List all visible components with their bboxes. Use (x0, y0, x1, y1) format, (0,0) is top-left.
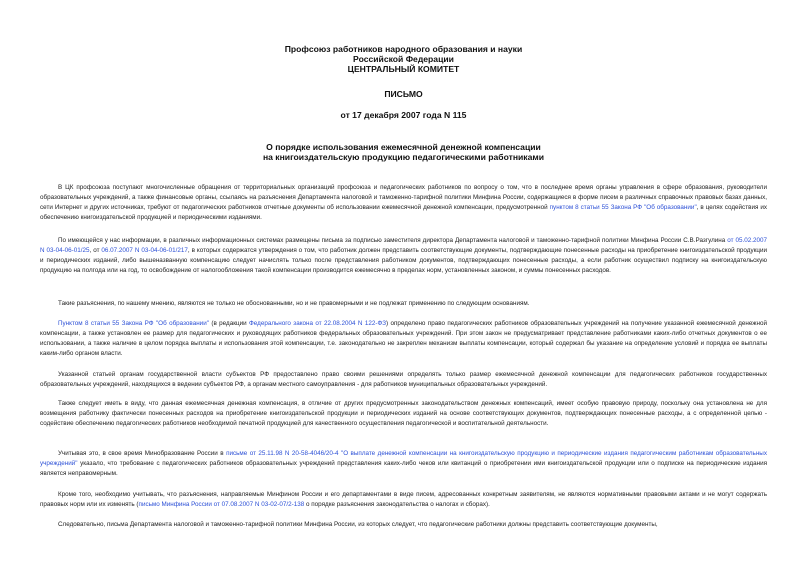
text-run: Указанной статьей органам государственной власти субъектов РФ предоставлено право своими решениями определять только размер ежемесячной денежной компенсации для педагогических работников государственных образовательных учреждений, находящихся в ведении субъектов РФ, а органам местного самоуправления - для работников муниципальных образовательных учреждений. (40, 371, 767, 388)
org-name-line2: Российской Федерации (353, 54, 454, 64)
text-run: ) определено право педагогических работников образовательных учреждений на получение указанной ежемесячной денежной компенсации, а также установлен ее размер для педагогических и руководящих работников федеральных образовательных учреждений. При этом закон не предусматривает представление работниками каких-либо отчетных документов о ее использовании, а также наличие в целом порядка выплаты и использования этой компенсации, т.е. законодательно не закреплен механизм выплаты компенсации, который содержал бы указание на определение условий и порядка ее выплаты каким-либо органом власти. (40, 320, 768, 357)
paragraph-8 (40, 490, 767, 510)
text-run: Кроме того, необходимо учитывать, что разъяснения, направляемые Минфином России и его департаментами в виде писем, адресованных конкретным заявителям, не являются нормативными правовыми актами и не могут содержать правовых норм или их изменять ( (40, 491, 767, 508)
letter-link[interactable]: письме от 25.11.98 N 20-58-4046/20-4 "О выплате денежной компенсации на книгоиздательскую продукцию и периодические издания педагогическим работникам образовательных учреждений" (40, 450, 767, 467)
paragraph-5 (40, 370, 767, 390)
law-link[interactable]: Пунктом 8 статьи 55 Закона РФ "Об образовании" (58, 320, 209, 327)
text-run: Также следует иметь в виду, что данная ежемесячная денежная компенсация, в отличие от других предусмотренных законодательством денежных компенсаций, имеет особую правовую природу, поскольку она установлена не для возмещения работнику фактически понесенных расходов на приобретение книгоиздательской продукции и периодических изданий на основе соответствующих документов, подтверждающих понесенные расходы, а с определенной целью - содействие обеспечению педагогических работников необходимой печатной продукцией для качественного осуществления педагогической и воспитательной деятельности. (40, 400, 767, 427)
document-header (0, 44, 807, 74)
text-run: По имеющейся у нас информации, в различных информационных системах размещены письма за подписью заместителя директора Департамента налоговой и таможенно-тарифной политики Минфина России С.В.Разгулина (58, 237, 728, 244)
letter-link[interactable]: письмо Минфина России от 07.08.2007 N 03-02-07/2-138 (138, 501, 305, 508)
text-run: В ЦК профсоюза поступают многочисленные обращения от территориальных организаций профсоюза и педагогических работников по вопросу о том, что в последнее время органы управления в сфере образования, руководители образовательных учреждений, а также финансовые органы, ссылаясь на разъяснения Департамента налоговой и таможенно-тарифной политики Минфина России, содержащиеся в форме писем в различных справочных правовых базах данных, сети Интернет и других источниках, требуют от педагогических работников отчетные документы об использовании ежемесячной денежной компенсации, предусмотренной (40, 184, 767, 211)
letter-link[interactable]: от 05.02.2007 N 03-04-06-01/25 (40, 237, 767, 254)
doc-date-label: от 17 декабря 2007 года N 115 (340, 110, 467, 120)
text-run: указало, что требование с педагогических работников образовательных учреждений представления каких-либо чеков или квитанций о приобретении ими книгоиздательской продукции или о подписке на периодические издания является неправомерным. (40, 460, 767, 477)
text-run: , от (89, 247, 102, 254)
paragraph-2 (40, 236, 767, 276)
text-run: Следовательно, письма Департамента налоговой и таможенно-тарифной политики Минфина России, из которых следует, что педагогические работники должны представить соответствующие документы, (58, 521, 658, 528)
text-run: Такие разъяснения, по нашему мнению, являются не только не обоснованными, но и не правомерными и не подлежат применению по следующим основаниям. (58, 300, 530, 307)
text-run: Учитывая это, в свое время Минобразование России в (58, 450, 227, 457)
paragraph-4 (40, 319, 767, 359)
federal-law-link[interactable]: Федерального закона от 22.08.2004 N 122-ФЗ (249, 320, 387, 327)
title-line2: на книгоиздательскую продукцию педагогическими работниками (262, 152, 545, 162)
document-type (0, 89, 807, 99)
law-link[interactable]: пунктом 8 статьи 55 Закона РФ "Об образовании" (549, 204, 697, 211)
document-title (0, 142, 807, 162)
text-run: , в целях содействия их обеспечению книгоиздательской продукцией и периодическими изданиями. (40, 204, 768, 221)
title-line1: О порядке использования ежемесячной денежной компенсации (266, 142, 541, 152)
document-date (0, 110, 807, 120)
paragraph-6 (40, 399, 767, 429)
org-name-line3: ЦЕНТРАЛЬНЫЙ КОМИТЕТ (347, 64, 460, 74)
org-name-line1: Профсоюз работников народного образования и науки (284, 44, 523, 54)
text-run: о порядке разъяснения законодательства о налогах и сборах). (304, 501, 490, 508)
paragraph-7 (40, 449, 767, 479)
doc-type-label: ПИСЬМО (384, 89, 423, 99)
paragraph-3 (40, 299, 767, 309)
paragraph-1 (40, 183, 767, 223)
letter-link[interactable]: 06.07.2007 N 03-04-06-01/217 (101, 247, 188, 254)
paragraph-9 (40, 520, 767, 530)
text-run: (в редакции (208, 320, 249, 327)
text-run: , в которых содержатся утверждения о том, что работник должен представить соответствующие документы, подтверждающие понесенные расходы на приобретение книгоиздательской продукции и периодических изданий, либо вышеназванную компенсацию следует начислять только после представления работником документов, подтверждающих понесенные расходы, а если работник осуществил подписку на книгоиздательскую продукцию на полгода или на год, то освобождение от налогообложения такой компенсации производится ежемесячно в пределах норм, установленных законом, и суммы понесенных расходов. (40, 247, 768, 274)
